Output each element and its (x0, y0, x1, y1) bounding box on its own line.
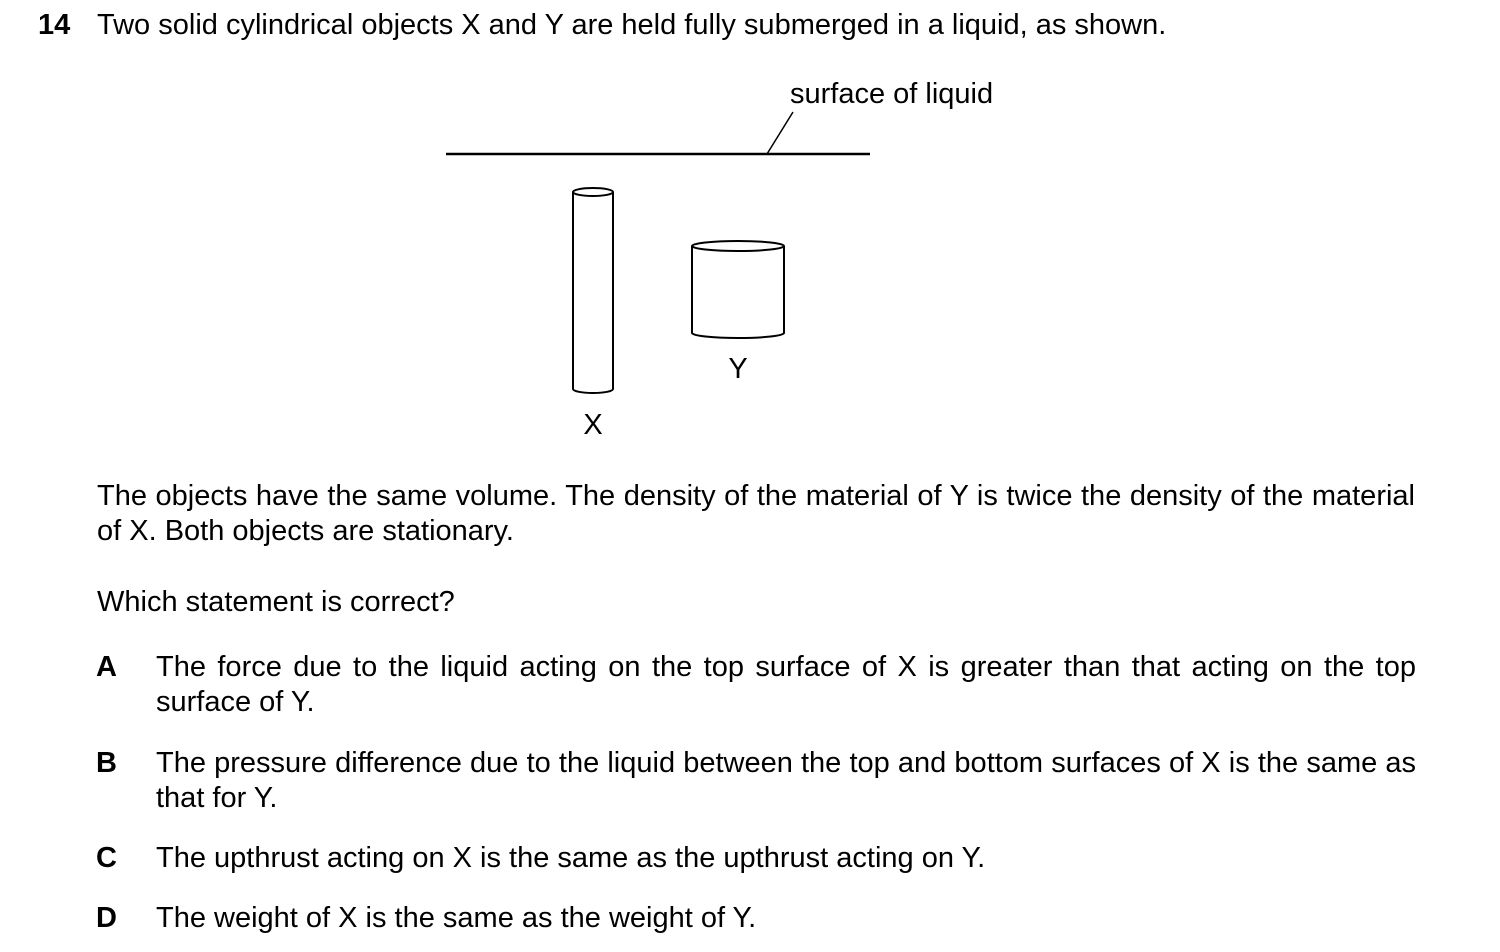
option-text: The force due to the liquid acting on the top surface of X is greater than that acting on the top surface of Y. (156, 651, 1416, 718)
surface-label: surface of liquid (790, 78, 994, 110)
option-letter: A (96, 651, 117, 683)
info-paragraph: The objects have the same volume. The density of the material of Y is twice the density of the material of X. Both objects are stationary. (97, 480, 1415, 547)
option-text: The pressure difference due to the liquid between the top and bottom surfaces of X is the same as that for Y. (156, 747, 1416, 814)
cylinder-y (692, 241, 784, 338)
option-letter: C (96, 842, 117, 874)
option-letter: B (96, 747, 117, 779)
question-prompt: Which statement is correct? (97, 586, 455, 618)
surface-label-leader (767, 112, 793, 154)
question-number: 14 (38, 9, 71, 41)
option-text: The weight of X is the same as the weight of Y. (156, 902, 757, 934)
label-x: X (583, 409, 603, 441)
option-letter: D (96, 902, 117, 934)
cylinder-x (573, 188, 613, 393)
submerged-objects-diagram (0, 0, 1500, 470)
option-text: The upthrust acting on X is the same as the upthrust acting on Y. (156, 842, 986, 874)
label-y: Y (728, 353, 748, 385)
question-text: Two solid cylindrical objects X and Y are held fully submerged in a liquid, as shown. (97, 9, 1167, 41)
